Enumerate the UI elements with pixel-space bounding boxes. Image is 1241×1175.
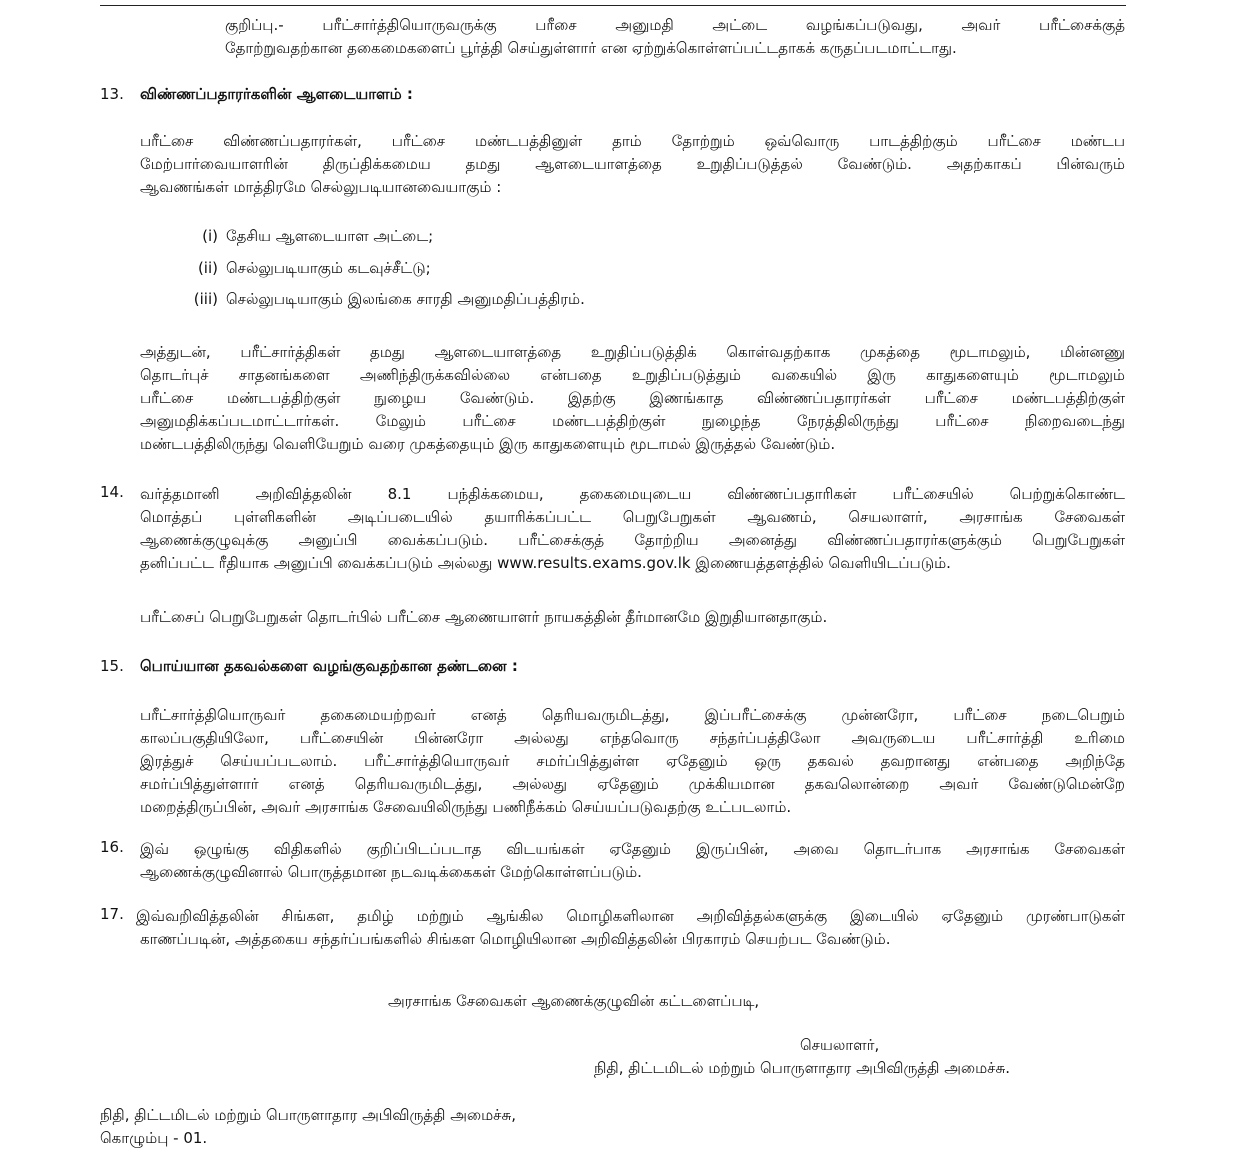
section-14-number: 14. — [100, 483, 124, 501]
section-17-para — [136, 905, 1125, 951]
list-marker: (i) — [202, 227, 218, 245]
para-line: காலப்பகுதியிலோ, பரீட்சையின் பின்னரோ அல்லது எந்தவொரு சந்தர்ப்பத்திலோ அவருடைய பரீட்சார்த்தி உரிமை — [140, 729, 1125, 747]
para-line: இவ் ஒழுங்கு விதிகளில் குறிப்பிடப்படாத விடயங்கள் ஏதேனும் இருப்பின், அவை தொடர்பாக அரசாங்க சேவைகள் — [140, 840, 1125, 858]
list-text: செல்லுபடியாகும் இலங்கை சாரதி அனுமதிப்பத்திரம். — [226, 290, 585, 308]
list-text: செல்லுபடியாகும் கடவுச்சீட்டு; — [226, 259, 431, 277]
note-line: குறிப்பு.- பரீட்சார்த்தியொருவருக்கு பரீசை அனுமதி அட்டை வழங்கப்படுவது, அவர் பரீட்சைக்குத் — [225, 16, 1125, 34]
top-rule — [100, 5, 1126, 6]
note-block — [225, 14, 1125, 60]
para-line: தனிப்பட்ட ரீதியாக அனுப்பி வைக்கப்படும் அல்லது www.results.exams.gov.lk இணையத்தளத்தில் வெளியிடப்படும். — [140, 554, 951, 572]
para-line: தொடர்புச் சாதனங்களை அணிந்திருக்கவில்லை என்பதை உறுதிப்படுத்தும் வகையில் இரு காதுகளையும் மூடாமலும் — [140, 366, 1125, 384]
section-15-number: 15. — [100, 657, 124, 675]
signature-ministry: நிதி, திட்டமிடல் மற்றும் பொருளாதார அபிவிருத்தி அமைச்சு. — [594, 1059, 1011, 1077]
id-document-item — [188, 290, 748, 312]
section-14-para-2: பரீட்சைப் பெறுபேறுகள் தொடர்பில் பரீட்சை ஆணையாளர் நாயகத்தின் தீர்மானமே இறுதியானதாகும். — [140, 608, 828, 626]
para-line: ஆணைக்குழுவுக்கு அனுப்பி வைக்கப்படும். பரீட்சைக்குத் தோற்றிய அனைத்து விண்ணப்பதாரர்களுக்கும் பெறுபேறுகள் — [140, 531, 1125, 549]
note-line: தோற்றுவதற்கான தகைமைகளைப் பூர்த்தி செய்துள்ளார் என ஏற்றுக்கொள்ளப்பட்டதாகக் கருதப்படமாட்டாது. — [225, 39, 957, 57]
para-line: ஆணைக்குழுவினால் பொருத்தமான நடவடிக்கைகள் மேற்கொள்ளப்படும். — [140, 863, 642, 881]
list-text: தேசிய ஆளடையாள அட்டை; — [226, 227, 434, 245]
para-line: மண்டபத்திலிருந்து வெளியேறும் வரை முகத்தையும் இரு காதுகளையும் மூடாமல் இருத்தல் வேண்டும். — [140, 435, 836, 453]
para-line: இரத்துச் செய்யப்படலாம். பரீட்சார்த்தியொருவர் சமர்ப்பித்துள்ள ஏதேனும் ஒரு தகவல் தவறானது என்பதை அறிந்தே — [140, 752, 1125, 770]
section-13-heading: விண்ணப்பதாரர்களின் ஆளடையாளம் : — [140, 85, 413, 103]
para-line: சமர்ப்பித்துள்ளார் எனத் தெரியவருமிடத்து, அல்லது ஏதேனும் முக்கியமான தகவலொன்றை அவர் வேண்டுமென்றே — [140, 775, 1125, 793]
id-document-item — [188, 227, 748, 249]
para-line: மறைத்திருப்பின், அவர் அரசாங்க சேவையிலிருந்து பணிநீக்கம் செய்யப்படுவதற்கு உட்படலாம். — [140, 798, 792, 816]
section-13-number: 13. — [100, 85, 124, 103]
section-14-para-1 — [140, 483, 1125, 575]
list-marker: (ii) — [197, 259, 218, 277]
section-16-para — [140, 838, 1125, 884]
id-document-item — [188, 259, 748, 281]
signature-title: செயலாளர், — [800, 1036, 880, 1054]
para-line: மேற்பார்வையாளரின் திருப்திக்கமைய தமது ஆளடையாளத்தை உறுதிப்படுத்தல் வேண்டும். அதற்காகப் பின்வரும் — [140, 155, 1125, 173]
address-line-2: கொழும்பு - 01. — [100, 1129, 208, 1147]
para-line: பரீட்சை மண்டபத்திற்குள் நுழைய வேண்டும். இதற்கு இணங்காத விண்ணப்பதாரர்கள் பரீட்சை மண்டபத்திற்குள் — [140, 389, 1125, 407]
section-13-para-1 — [140, 130, 1125, 199]
para-line: காணப்படின், அத்தகைய சந்தர்ப்பங்களில் சிங்கள மொழியிலான அறிவித்தலின் பிரகாரம் செயற்பட வேண்டும். — [140, 930, 891, 948]
section-17-number: 17. — [100, 905, 124, 923]
section-15-heading: பொய்யான தகவல்களை வழங்குவதற்கான தண்டனை : — [140, 657, 518, 675]
para-line: ஆவணங்கள் மாத்திரமே செல்லுபடியானவையாகும் : — [140, 178, 502, 196]
para-line: மொத்தப் புள்ளிகளின் அடிப்படையில் தயாரிக்கப்பட்ட பெறுபேறுகள் ஆவணம், செயலாளர், அரசாங்க சேவைகள் — [140, 508, 1125, 526]
section-16-number: 16. — [100, 838, 124, 856]
section-13-para-2 — [140, 341, 1125, 456]
para-line: அத்துடன், பரீட்சார்த்திகள் தமது ஆளடையாளத்தை உறுதிப்படுத்திக் கொள்வதற்காக முகத்தை மூடாமலும், மின்னணு — [140, 343, 1125, 361]
signature-order: அரசாங்க சேவைகள் ஆணைக்குழுவின் கட்டளைப்படி, — [388, 992, 760, 1010]
section-15-para — [140, 704, 1125, 819]
para-line: பரீட்சை விண்ணப்பதாரர்கள், பரீட்சை மண்டபத்தினுள் தாம் தோற்றும் ஒவ்வொரு பாடத்திற்கும் பரீட்சை மண்டப — [140, 132, 1125, 150]
address-line-1: நிதி, திட்டமிடல் மற்றும் பொருளாதார அபிவிருத்தி அமைச்சு, — [100, 1106, 517, 1124]
para-line: அனுமதிக்கப்படமாட்டார்கள். மேலும் பரீட்சை மண்டபத்திற்குள் நுழைந்த நேரத்திலிருந்து பரீட்சை நிறைவடைந்து — [140, 412, 1125, 430]
para-line: பரீட்சார்த்தியொருவர் தகைமையற்றவர் எனத் தெரியவருமிடத்து, இப்பரீட்சைக்கு முன்னரோ, பரீட்சை நடைபெறும் — [140, 706, 1125, 724]
para-line: இவ்வறிவித்தலின் சிங்கள, தமிழ் மற்றும் ஆங்கில மொழிகளிலான அறிவித்தல்களுக்கு இடையில் ஏதேனும் முரண்பாடுகள் — [136, 907, 1125, 925]
list-marker: (iii) — [193, 290, 218, 308]
para-line: வர்த்தமானி அறிவித்தலின் 8.1 பந்திக்கமைய, தகைமையுடைய விண்ணப்பதாரிகள் பரீட்சையில் பெற்றுக்கொண்ட — [140, 485, 1125, 503]
